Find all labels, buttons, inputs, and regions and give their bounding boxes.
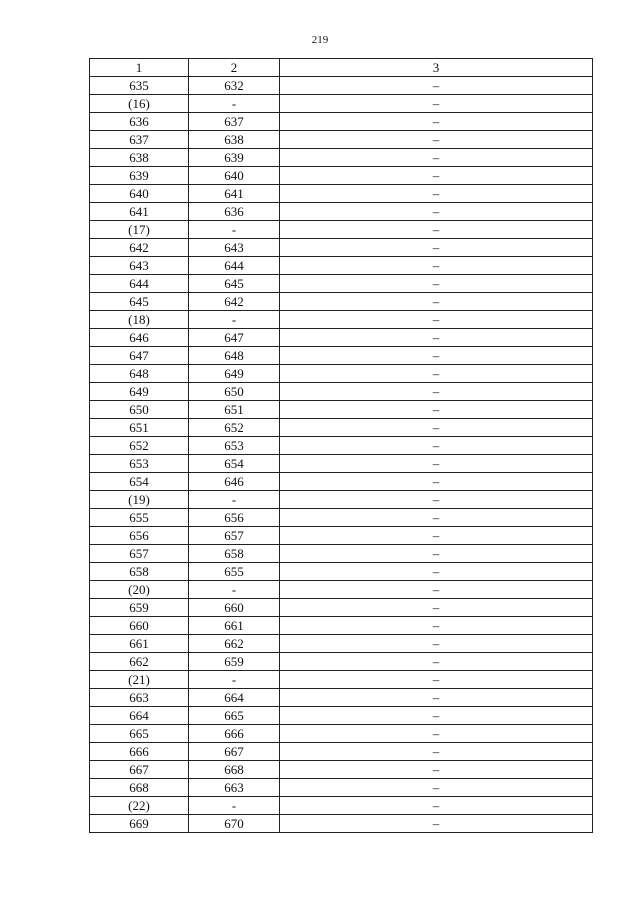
table-cell: – xyxy=(280,131,593,149)
table-cell: 640 xyxy=(90,185,189,203)
table-cell: - xyxy=(189,221,280,239)
table-row xyxy=(90,455,593,473)
table-cell: 659 xyxy=(90,599,189,617)
table-cell: – xyxy=(280,95,593,113)
table-cell: – xyxy=(280,257,593,275)
table-cell: – xyxy=(280,671,593,689)
table-row xyxy=(90,527,593,545)
table-row xyxy=(90,383,593,401)
table-cell: 650 xyxy=(90,401,189,419)
table-cell: – xyxy=(280,455,593,473)
table-cell: 638 xyxy=(189,131,280,149)
table-cell: – xyxy=(280,581,593,599)
table-cell: 658 xyxy=(189,545,280,563)
table-cell: 640 xyxy=(189,167,280,185)
table-cell: 647 xyxy=(90,347,189,365)
table-cell: 658 xyxy=(90,563,189,581)
table-cell: 644 xyxy=(189,257,280,275)
table-cell: - xyxy=(189,95,280,113)
table-cell: 662 xyxy=(189,635,280,653)
table-cell: – xyxy=(280,113,593,131)
table-row xyxy=(90,545,593,563)
header-row xyxy=(90,59,593,77)
table-cell: 653 xyxy=(90,455,189,473)
table-row xyxy=(90,311,593,329)
table-row xyxy=(90,689,593,707)
table-row xyxy=(90,653,593,671)
table-cell: (21) xyxy=(90,671,189,689)
table-row xyxy=(90,509,593,527)
table-cell: 647 xyxy=(189,329,280,347)
table-row xyxy=(90,581,593,599)
table-row xyxy=(90,221,593,239)
table-cell: 665 xyxy=(189,707,280,725)
table-cell: 665 xyxy=(90,725,189,743)
table-cell: 653 xyxy=(189,437,280,455)
column-header: 3 xyxy=(280,59,593,77)
table-cell: 664 xyxy=(189,689,280,707)
table-cell: 636 xyxy=(189,203,280,221)
table-cell: - xyxy=(189,311,280,329)
table-cell: 657 xyxy=(90,545,189,563)
table-row xyxy=(90,347,593,365)
table-row xyxy=(90,329,593,347)
table-cell: – xyxy=(280,779,593,797)
table-cell: – xyxy=(280,599,593,617)
table-cell: – xyxy=(280,761,593,779)
table-row xyxy=(90,725,593,743)
table-cell: (19) xyxy=(90,491,189,509)
table-cell: 648 xyxy=(90,365,189,383)
table-cell: (20) xyxy=(90,581,189,599)
table-cell: – xyxy=(280,239,593,257)
table-cell: 641 xyxy=(189,185,280,203)
table-cell: 654 xyxy=(189,455,280,473)
table-cell: 652 xyxy=(90,437,189,455)
table-cell: 645 xyxy=(189,275,280,293)
table-row xyxy=(90,95,593,113)
table-row xyxy=(90,365,593,383)
table-row xyxy=(90,77,593,95)
table-cell: 655 xyxy=(189,563,280,581)
table-cell: – xyxy=(280,635,593,653)
table-cell: – xyxy=(280,365,593,383)
table-cell: – xyxy=(280,383,593,401)
table-cell: – xyxy=(280,275,593,293)
table-row xyxy=(90,563,593,581)
table-cell: – xyxy=(280,203,593,221)
table-cell: 650 xyxy=(189,383,280,401)
table-cell: 657 xyxy=(189,527,280,545)
table-cell: 659 xyxy=(189,653,280,671)
table-cell: – xyxy=(280,815,593,833)
table-row xyxy=(90,203,593,221)
data-table xyxy=(89,58,593,833)
table-cell: – xyxy=(280,725,593,743)
table-cell: – xyxy=(280,347,593,365)
table-cell: – xyxy=(280,491,593,509)
table-cell: 663 xyxy=(90,689,189,707)
table-cell: – xyxy=(280,509,593,527)
table-cell: – xyxy=(280,689,593,707)
table-cell: – xyxy=(280,419,593,437)
table-cell: 648 xyxy=(189,347,280,365)
table-cell: 639 xyxy=(90,167,189,185)
table-row xyxy=(90,599,593,617)
table-cell: 643 xyxy=(90,257,189,275)
table-row xyxy=(90,815,593,833)
table-cell: – xyxy=(280,77,593,95)
table-cell: 651 xyxy=(189,401,280,419)
table-cell: 646 xyxy=(90,329,189,347)
table-cell: 669 xyxy=(90,815,189,833)
table-cell: 656 xyxy=(90,527,189,545)
table-cell: 667 xyxy=(189,743,280,761)
table-cell: 645 xyxy=(90,293,189,311)
table-cell: 668 xyxy=(189,761,280,779)
table-row xyxy=(90,491,593,509)
table-row xyxy=(90,131,593,149)
table-cell: 666 xyxy=(189,725,280,743)
table-cell: 652 xyxy=(189,419,280,437)
table-cell: – xyxy=(280,185,593,203)
table-row xyxy=(90,707,593,725)
table-cell: 635 xyxy=(90,77,189,95)
table-row xyxy=(90,401,593,419)
table-cell: 638 xyxy=(90,149,189,167)
table-row xyxy=(90,761,593,779)
table-cell: 664 xyxy=(90,707,189,725)
table-cell: 651 xyxy=(90,419,189,437)
table-cell: – xyxy=(280,401,593,419)
table-cell: 656 xyxy=(189,509,280,527)
table-cell: – xyxy=(280,653,593,671)
table-row xyxy=(90,113,593,131)
table-cell: – xyxy=(280,527,593,545)
table-cell: 666 xyxy=(90,743,189,761)
table-cell: – xyxy=(280,167,593,185)
table-cell: – xyxy=(280,617,593,635)
table-cell: 668 xyxy=(90,779,189,797)
table-cell: 661 xyxy=(189,617,280,635)
table-body xyxy=(90,77,593,833)
table-cell: 660 xyxy=(189,599,280,617)
table-cell: – xyxy=(280,329,593,347)
table-cell: 667 xyxy=(90,761,189,779)
table-row xyxy=(90,437,593,455)
table-cell: – xyxy=(280,743,593,761)
table-row xyxy=(90,185,593,203)
table-cell: - xyxy=(189,581,280,599)
table-cell: – xyxy=(280,293,593,311)
table-cell: 644 xyxy=(90,275,189,293)
table-row xyxy=(90,635,593,653)
table-cell: 670 xyxy=(189,815,280,833)
table-cell: – xyxy=(280,707,593,725)
table-cell: 662 xyxy=(90,653,189,671)
table-cell: (18) xyxy=(90,311,189,329)
table-row xyxy=(90,275,593,293)
table-cell: 637 xyxy=(189,113,280,131)
table-cell: (16) xyxy=(90,95,189,113)
table-cell: 654 xyxy=(90,473,189,491)
table-cell: – xyxy=(280,311,593,329)
table-row xyxy=(90,167,593,185)
table-cell: 639 xyxy=(189,149,280,167)
table-row xyxy=(90,257,593,275)
table-cell: 663 xyxy=(189,779,280,797)
table-cell: 642 xyxy=(90,239,189,257)
table-cell: 637 xyxy=(90,131,189,149)
table-row xyxy=(90,671,593,689)
table-row xyxy=(90,617,593,635)
table-row xyxy=(90,239,593,257)
table-cell: – xyxy=(280,797,593,815)
table-cell: 636 xyxy=(90,113,189,131)
table-row xyxy=(90,779,593,797)
table-row xyxy=(90,293,593,311)
table-cell: 641 xyxy=(90,203,189,221)
table-cell: 660 xyxy=(90,617,189,635)
table-cell: 649 xyxy=(90,383,189,401)
table-cell: – xyxy=(280,437,593,455)
table-cell: 661 xyxy=(90,635,189,653)
table-row xyxy=(90,473,593,491)
table-cell: 655 xyxy=(90,509,189,527)
table-cell: (17) xyxy=(90,221,189,239)
table-row xyxy=(90,743,593,761)
table-cell: – xyxy=(280,473,593,491)
table-cell: (22) xyxy=(90,797,189,815)
table-cell: - xyxy=(189,797,280,815)
table-cell: – xyxy=(280,149,593,167)
table-row xyxy=(90,797,593,815)
page-number: 219 xyxy=(311,34,329,46)
table-row xyxy=(90,419,593,437)
table-cell: 643 xyxy=(189,239,280,257)
table-cell: - xyxy=(189,671,280,689)
column-header: 1 xyxy=(90,59,189,77)
table-cell: – xyxy=(280,545,593,563)
table-cell: – xyxy=(280,563,593,581)
table-cell: 646 xyxy=(189,473,280,491)
table-header xyxy=(90,59,593,77)
table-cell: 642 xyxy=(189,293,280,311)
column-header: 2 xyxy=(189,59,280,77)
table-cell: - xyxy=(189,491,280,509)
table-row xyxy=(90,149,593,167)
table-cell: 632 xyxy=(189,77,280,95)
table-cell: 649 xyxy=(189,365,280,383)
table-cell: – xyxy=(280,221,593,239)
